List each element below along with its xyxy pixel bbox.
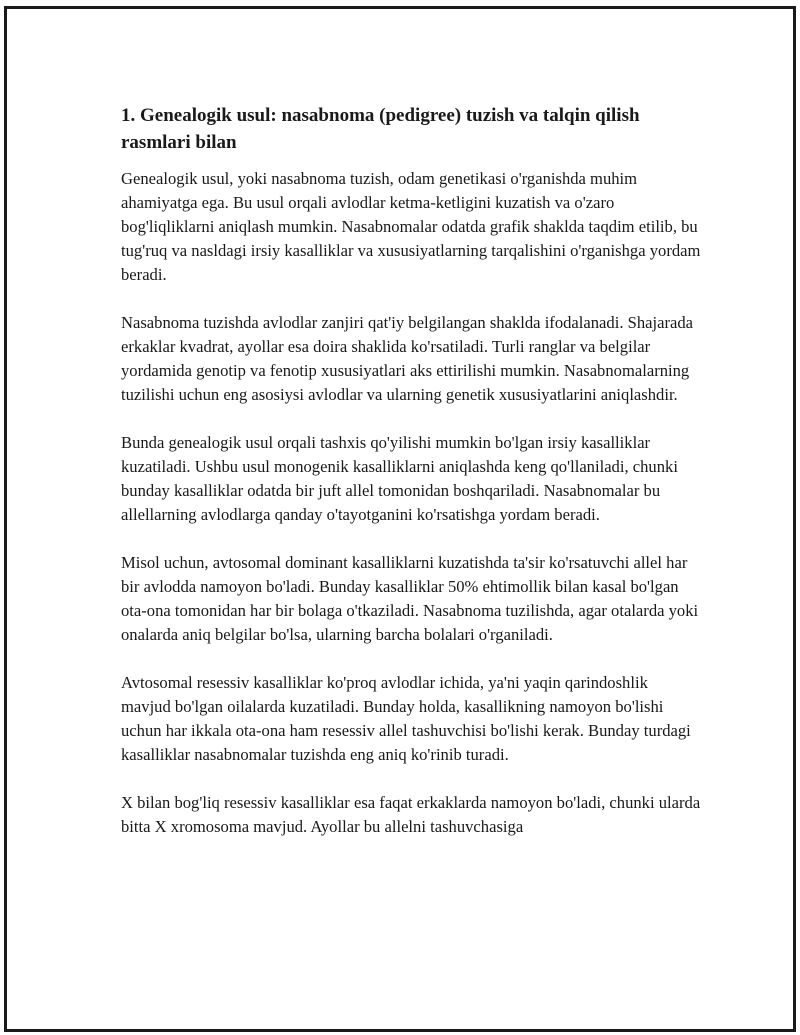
paragraph-pedigree-symbols: Nasabnoma tuzishda avlodlar zanjiri qat'iy belgilangan shaklda ifodalanadi. Shajarada erkaklar kvadrat, ayollar esa doira shaklida ko'rsatiladi. Turli ranglar va belgilar yordamida genotip va fenotip xususiyatlari aks ettirilishi mumkin. Nasabnomalarning tuzilishi uchun eng asosiysi avlodlar va ularning genetik xususiyatlarini aniqlashdir. (121, 313, 694, 404)
paragraph-autosomal-recessive: Avtosomal resessiv kasalliklar ko'proq avlodlar ichida, ya'ni yaqin qarindoshlik mavjud bo'lgan oilalarda kuzatiladi. Bunday holda, kasallikning namoyon bo'lishi uchun har ikkala ota-ona ham resessiv allel tashuvchisi bo'lishi kerak. Bunday turdagi kasalliklar nasabnomalar tuzishda eng aniq ko'rinib turadi. (121, 673, 691, 764)
paragraph-intro: Genealogik usul, yoki nasabnoma tuzish, odam genetikasi o'rganishda muhim ahamiyatga ega. Bu usul orqali avlodlar ketma-ketligini kuzatish va o'zaro bog'liqliklarni aniqlash mumkin. Nasabnomalar odatda grafik shaklda taqdim etilib, bu tug'ruq va nasldagi irsiy kasalliklar va xususiyatlarning tarqalishini o'rganishga yordam beradi. (121, 169, 701, 284)
paragraph-monogenic-diseases: Bunda genealogik usul orqali tashxis qo'yilishi mumkin bo'lgan irsiy kasalliklar kuzatiladi. Ushbu usul monogenik kasalliklarni aniqlashda keng qo'llaniladi, chunki bunday kasalliklar odatda bir juft allel tomonidan boshqariladi. Nasabnomalar bu allellarning avlodlarga qanday o'tayotganini ko'rsatishga yordam beradi. (121, 433, 678, 524)
document-body (121, 102, 701, 863)
page-frame (4, 6, 796, 1032)
paragraph-x-linked-recessive: X bilan bog'liq resessiv kasalliklar esa faqat erkaklarda namoyon bo'ladi, chunki ularda bitta X xromosoma mavjud. Ayollar bu allelni tashuvchasiga (121, 793, 701, 836)
paragraph-autosomal-dominant: Misol uchun, avtosomal dominant kasalliklarni kuzatishda ta'sir ko'rsatuvchi allel har bir avlodda namoyon bo'ladi. Bunday kasalliklar 50% ehtimollik bilan kasal bo'lgan ota-ona tomonidan har bir bolaga o'tkaziladi. Nasabnoma tuzilishda, agar otalarda yoki onalarda aniq belgilar bo'lsa, ularning barcha bolalari o'rganiladi. (121, 553, 699, 644)
section-heading: 1. Genealogik usul: nasabnoma (pedigree) tuzish va talqin qilish rasmlari bilan (121, 105, 640, 153)
